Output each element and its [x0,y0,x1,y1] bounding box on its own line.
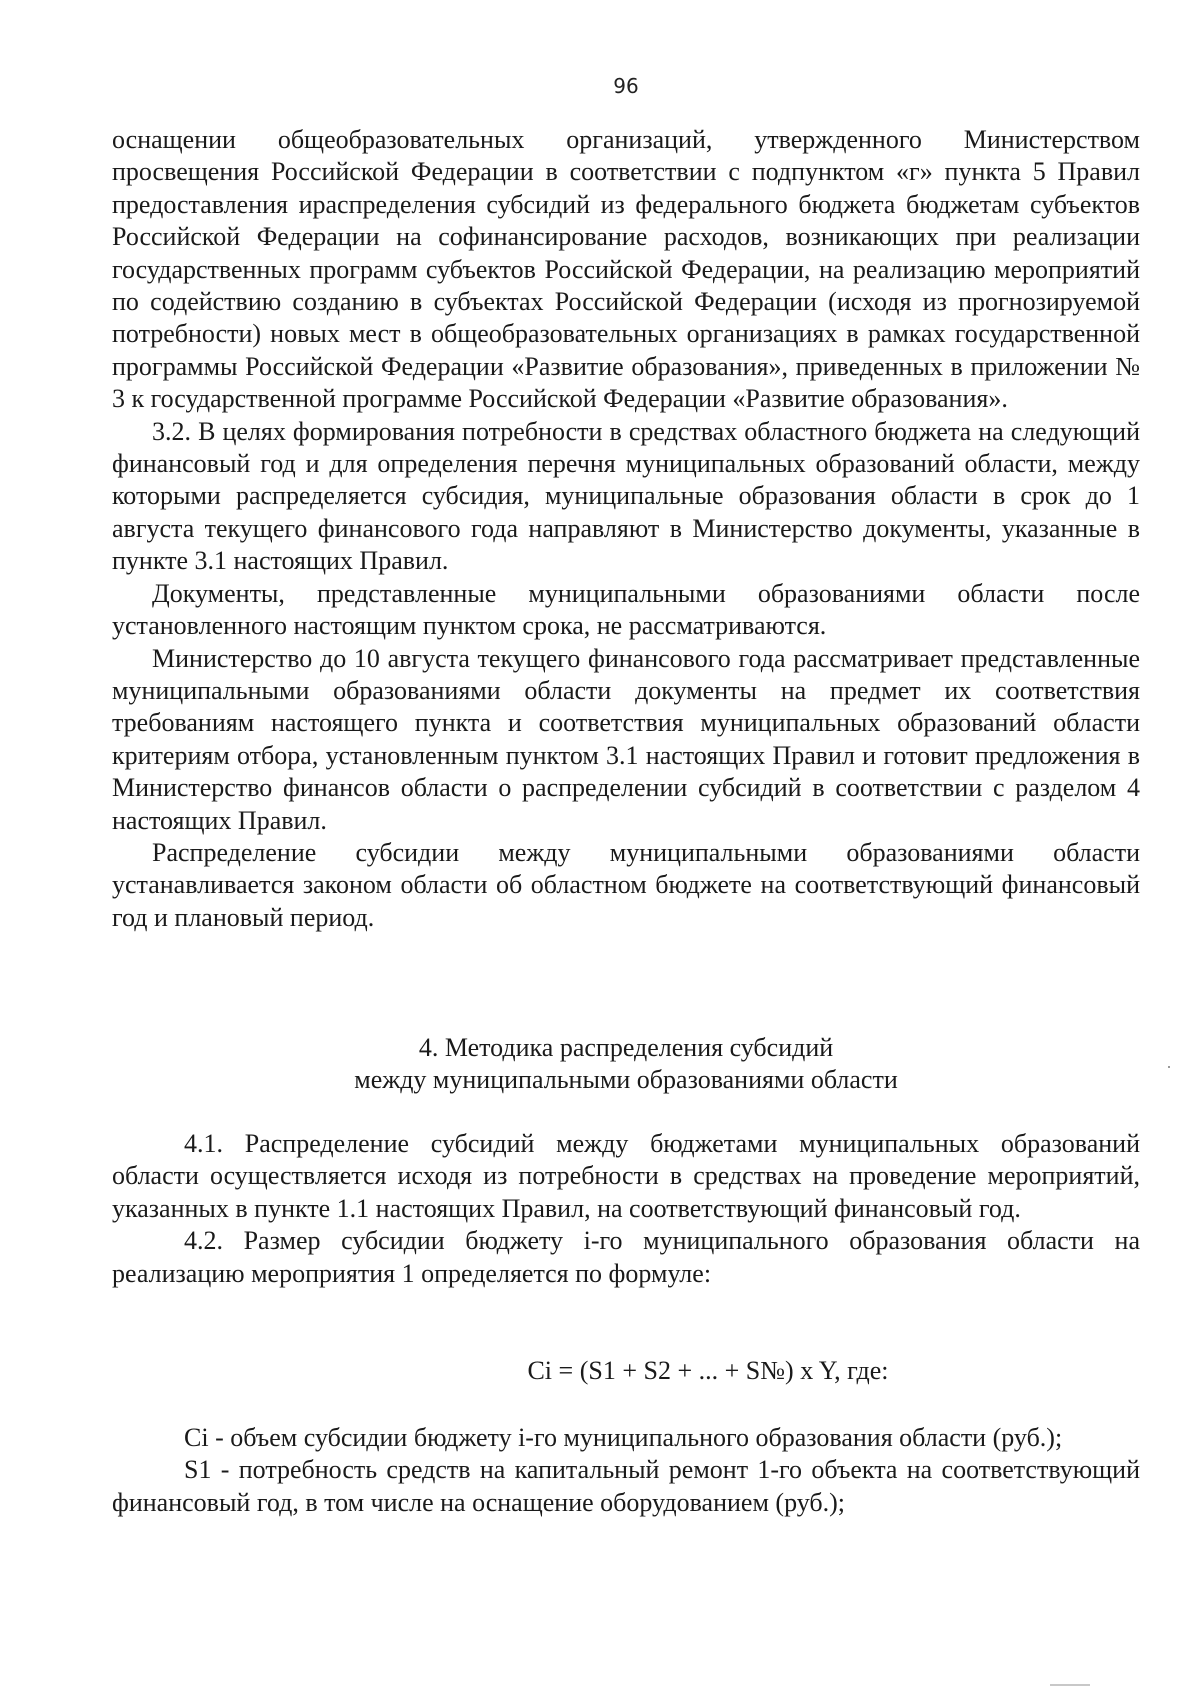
section-heading-line-2: между муниципальными образованиями области [354,1065,898,1094]
section-heading-line-1: 4. Методика распределения субсидий [418,1033,834,1062]
section-4-body [112,1128,1140,1290]
section-4-heading [112,1032,1140,1096]
scan-artifact [1168,1066,1170,1068]
rules-text-block [112,124,1140,934]
definition-ci: Ci - объем субсидии бюджету i-го муниципального образования области (руб.); [184,1423,1063,1452]
page-number: 96 [613,74,639,98]
subsidy-formula: Ci = (S1 + S2 + ... + S№) x Y, где: [527,1356,889,1385]
paragraph-documents: Документы, представленные муниципальными образованиями области после установленного настоящим пунктом срока, не рассматриваются. [112,578,1140,641]
intro-paragraph: оснащении общеобразовательных организаций, утвержденного Министерством просвещения Российской Федерации в соответствии с подпунктом «г» пункта 5 Правил предоставления ираспределения субсидий из федерального бюджета бюджетам субъектов Российской Федерации на софинансирование расходов, возникающих при реализации государственных программ субъектов Российской Федерации, на реализацию мероприятий по содействию созданию в субъектах Российской Федерации (исходя из прогнозируемой потребности) новых мест в общеобразовательных организациях в рамках государственной программы Российской Федерации «Развитие образования», приведенных в приложении № 3 к государственной программе Российской Федерации «Развитие образования». [112,125,1140,414]
paragraph-distribution: Распределение субсидии между муниципальными образованиями области устанавливается законом области об областном бюджете на соответствующий финансовый год и плановый период. [112,837,1140,932]
scan-artifact [1050,1684,1090,1686]
paragraph-ministry: Министерство до 10 августа текущего финансового года рассматривает представленные муниципальными образованиями области документы на предмет их соответствия требованиям настоящего пункта и соответствия муниципальных образований области критериям отбора, установленным пунктом 3.1 настоящих Правил и готовит предложения в Министерство финансов области о распределении субсидий в соответствии с разделом 4 настоящих Правил. [112,643,1140,835]
paragraph-3-2: 3.2. В целях формирования потребности в средствах областного бюджета на следующий финансовый год и для определения перечня муниципальных образований области, между которыми распределяется субсидия, муниципальные образования области в срок до 1 августа текущего финансового года направляют в Министерство документы, указанные в пункте 3.1 настоящих Правил. [112,416,1140,576]
paragraph-4-1: 4.1. Распределение субсидий между бюджетами муниципальных образований области осуществляется исходя из потребности в средствах на проведение мероприятий, указанных в пункте 1.1 настоящих Правил, на соответствующий финансовый год. [112,1129,1140,1223]
formula-definitions [112,1422,1140,1519]
definition-s1: S1 - потребность средств на капитальный ремонт 1-го объекта на соответствующий финансовый год, в том числе на оснащение оборудованием (руб.); [112,1455,1140,1517]
paragraph-4-2: 4.2. Размер субсидии бюджету i-го муниципального образования области на реализацию мероприятия 1 определяется по формуле: [112,1226,1140,1288]
